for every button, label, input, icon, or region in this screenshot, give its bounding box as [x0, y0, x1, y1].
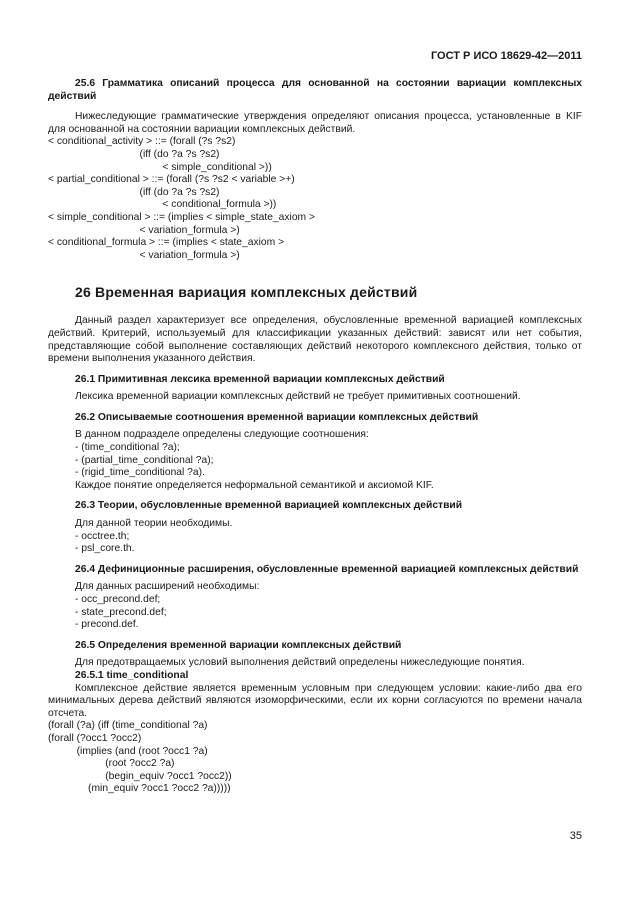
section-26-3-title: 26.3 Теории, обусловленные временной вариацией комплексных действий [75, 500, 463, 512]
code-line: < conditional_activity > ::= (forall (?s ?s2) [48, 136, 236, 148]
document-header: ГОСТ Р ИСО 18629-42—2011 [430, 50, 582, 62]
page-number: 35 [569, 830, 582, 842]
section-26-3-text: Для данной теории необходимы. [75, 518, 233, 530]
code-line: (min_equiv ?occ1 ?occ2 ?a))))) [48, 783, 231, 795]
list-item: - occ_precond.def; [75, 594, 161, 605]
section-26-1-text: Лексика временной вариации комплексных действий не требует примитивных соотношений. [75, 391, 521, 403]
code-line: (root ?occ2 ?a) [48, 758, 175, 770]
grammar-code-block [48, 136, 582, 262]
page-body [48, 78, 582, 796]
code-line: < variation_formula >) [48, 224, 240, 236]
section-26-1-title: 26.1 Примитивная лексика временной вариации комплексных действий [75, 373, 445, 385]
axiom-code-block [48, 720, 582, 796]
section-26-2-tail: Каждое понятие определяется неформальной семантикой и аксиомой KIF. [75, 479, 434, 491]
section-25-6-title: 25.6 Грамматика описаний процесса для основанной на состоянии вариации комплексных действий [48, 78, 582, 102]
code-line: < simple_conditional > ::= (implies < simple_state_axiom > [48, 211, 315, 223]
section-26-5-1-text: Комплексное действие является временным условным при следующем условии: какие-либо два его минимальных дерева действий являются изоморфическими, если их корни согласуются по времени начала отсчета. [48, 682, 582, 719]
code-line: (iff (do ?a ?s ?s2) [48, 148, 220, 160]
section-26-5-1-title: 26.5.1 time_conditional [75, 669, 189, 681]
list-item: - precond.def. [75, 619, 139, 631]
list-item: - (partial_time_conditional ?a); [75, 454, 214, 466]
code-line: < conditional_formula >)) [48, 199, 277, 211]
list-item: - (time_conditional ?a); [75, 442, 180, 454]
list-item: - psl_core.th. [75, 543, 135, 555]
code-line: (forall (?a) (iff (time_conditional ?a) [48, 720, 208, 732]
code-line: < variation_formula >) [48, 249, 240, 261]
code-line: (forall (?occ1 ?occ2) [48, 732, 142, 744]
list-item: - occtree.th; [75, 530, 130, 542]
code-line: < conditional_formula > ::= (implies < state_axiom > [48, 237, 285, 249]
section-26-4-title: 26.4 Дефиниционные расширения, обусловленные временной вариацией комплексных действий [75, 563, 579, 575]
section-26-5-text: Для предотвращаемых условий выполнения действий определены нижеследующие понятия. [75, 657, 525, 669]
code-line: (begin_equiv ?occ1 ?occ2)) [48, 770, 232, 782]
code-line: < simple_conditional >)) [48, 161, 272, 173]
code-line: < partial_conditional > ::= (forall (?s ?s2 < variable >+) [48, 174, 295, 186]
code-line: (implies (and (root ?occ1 ?a) [48, 745, 208, 757]
section-26-4-text: Для данных расширений необходимы: [75, 581, 260, 593]
section-26-5-title: 26.5 Определения временной вариации комплексных действий [75, 639, 402, 651]
list-item: - state_precond.def; [75, 606, 167, 618]
list-item: - (rigid_time_conditional ?a). [75, 467, 205, 479]
section-26-2-title: 26.2 Описываемые соотношения временной вариации комплексных действий [75, 411, 479, 423]
section-25-6-intro: Нижеследующие грамматические утверждения определяют описания процесса, установленные в KIF для основанной на состоянии вариации комплексных действий. [48, 111, 582, 135]
section-26-2-text: В данном подразделе определены следующие соотношения: [75, 429, 369, 441]
code-line: (iff (do ?a ?s ?s2) [48, 186, 220, 198]
section-26-title: 26 Временная вариация комплексных действий [75, 284, 418, 301]
section-26-intro: Данный раздел характеризует все определения, обусловленные временной вариацией комплексных действий. Критерий, используемый для классификации указанных действий: зависят или нет события, представляющие собой выполнение составляющих действий некоторого комплексного действия, только от времени выполнения указанного действия. [48, 315, 582, 365]
